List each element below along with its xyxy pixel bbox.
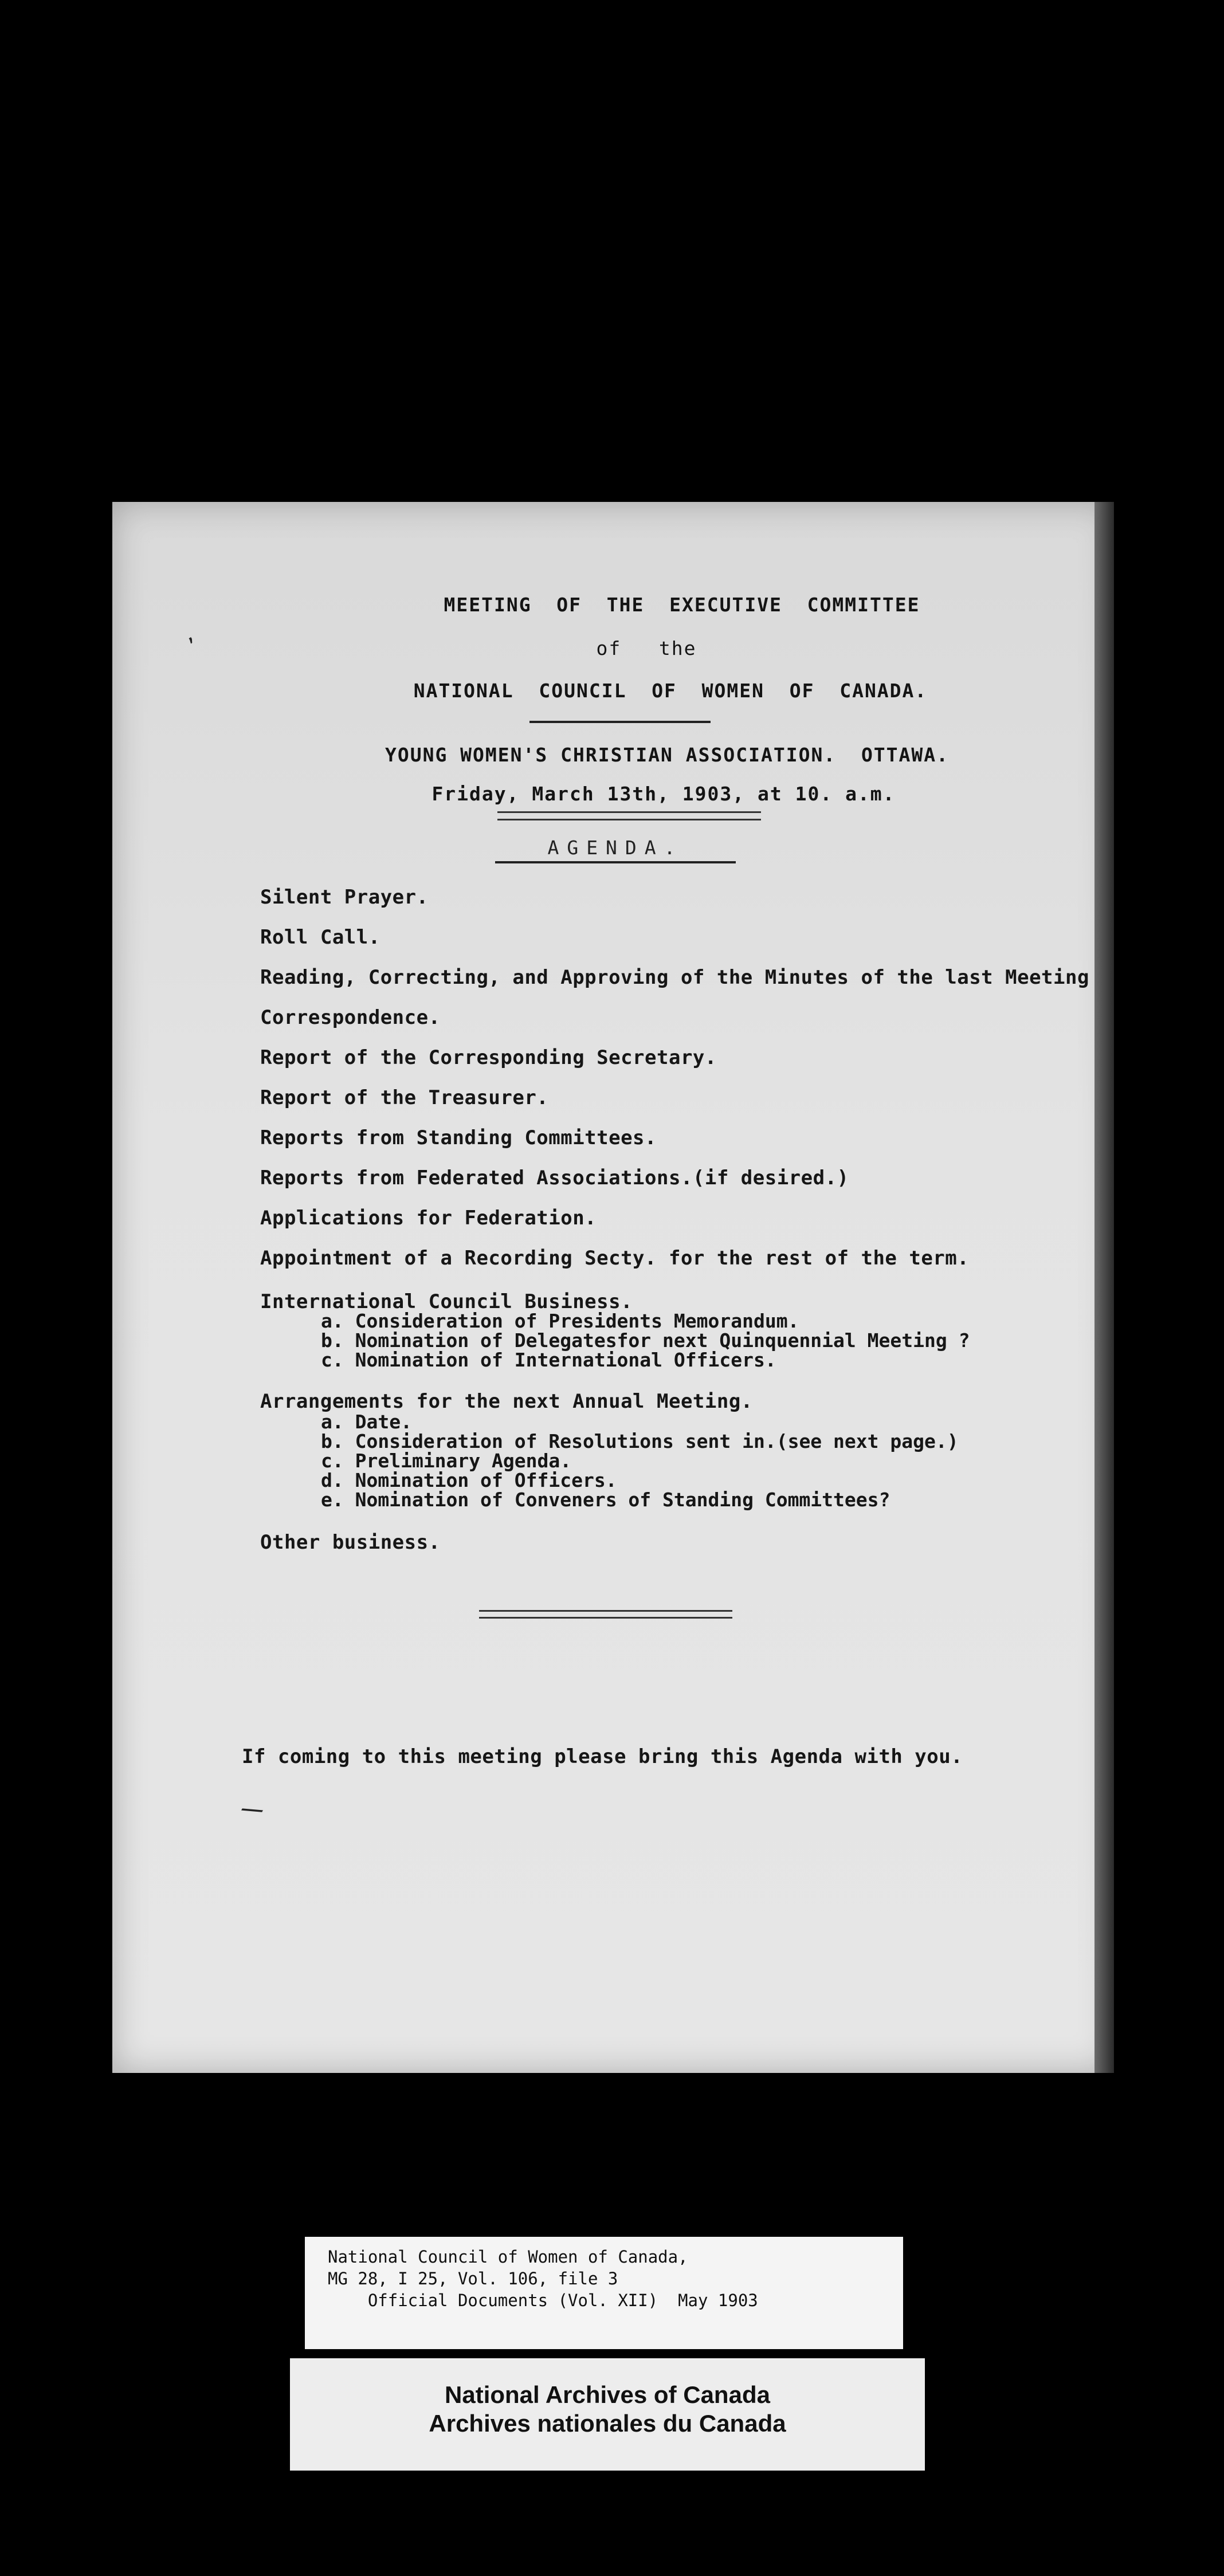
agenda-item: International Council Business. <box>260 1290 633 1313</box>
agenda-subitem: b. Consideration of Resolutions sent in.(see next page.) <box>321 1430 959 1452</box>
agenda-subitem: c. Preliminary Agenda. <box>321 1450 572 1472</box>
agenda-subitem: a. Consideration of Presidents Memorandum. <box>321 1310 799 1332</box>
agenda-item: Reading, Correcting, and Approving of the Minutes of the last Meeting <box>260 966 1089 989</box>
agenda-item: Reports from Federated Associations.(if desired.) <box>260 1167 849 1189</box>
meeting-location: YOUNG WOMEN'S CHRISTIAN ASSOCIATION. OTTAWA. <box>385 744 950 766</box>
ink-mark: \ <box>237 1797 267 1823</box>
agenda-subitem: d. Nomination of Officers. <box>321 1469 617 1491</box>
heading-rule <box>529 721 711 723</box>
council-name: NATIONAL COUNCIL OF WOMEN OF CANADA. <box>413 680 928 702</box>
agenda-subitem: c. Nomination of International Officers. <box>321 1349 776 1371</box>
agenda-subitem: b. Nomination of Delegatesfor next Quinquennial Meeting ? <box>321 1329 970 1352</box>
meeting-title-of-the: of the <box>596 637 697 659</box>
archive-label <box>290 2358 925 2471</box>
agenda-subitem: a. Date. <box>321 1411 412 1433</box>
agenda-title: AGENDA. <box>495 837 736 863</box>
agenda-item: Report of the Treasurer. <box>260 1086 549 1109</box>
closing-double-rule <box>479 1610 732 1619</box>
agenda-item: Applications for Federation. <box>260 1207 597 1230</box>
footer-note: If coming to this meeting please bring this Agenda with you. <box>242 1745 963 1768</box>
page-shadow-edge <box>1094 502 1114 2073</box>
agenda-item: Other business. <box>260 1531 441 1554</box>
date-double-rule <box>497 811 761 820</box>
archive-label-english: National Archives of Canada <box>445 2381 770 2408</box>
caption-line: MG 28, I 25, Vol. 106, file 3 <box>328 2269 618 2288</box>
agenda-item: Arrangements for the next Annual Meeting. <box>260 1390 753 1413</box>
agenda-item: Reports from Standing Committees. <box>260 1126 657 1149</box>
agenda-item: Roll Call. <box>260 926 380 949</box>
agenda-item: Appointment of a Recording Secty. for the rest of the term. <box>260 1247 970 1270</box>
meeting-title: MEETING OF THE EXECUTIVE COMMITTEE <box>444 594 920 616</box>
agenda-item: Correspondence. <box>260 1006 441 1029</box>
caption-line: National Council of Women of Canada, <box>328 2247 688 2267</box>
caption-line: Official Documents (Vol. XII) May 1903 <box>328 2291 758 2310</box>
agenda-item: Report of the Corresponding Secretary. <box>260 1046 717 1069</box>
agenda-subitem: e. Nomination of Conveners of Standing Committees? <box>321 1489 890 1511</box>
meeting-date: Friday, March 13th, 1903, at 10. a.m. <box>431 783 896 805</box>
archive-label-french: Archives nationales du Canada <box>429 2410 786 2437</box>
ink-mark: , <box>177 622 199 648</box>
document-page <box>112 502 1114 2073</box>
archive-caption <box>305 2237 903 2349</box>
agenda-item: Silent Prayer. <box>260 886 429 909</box>
